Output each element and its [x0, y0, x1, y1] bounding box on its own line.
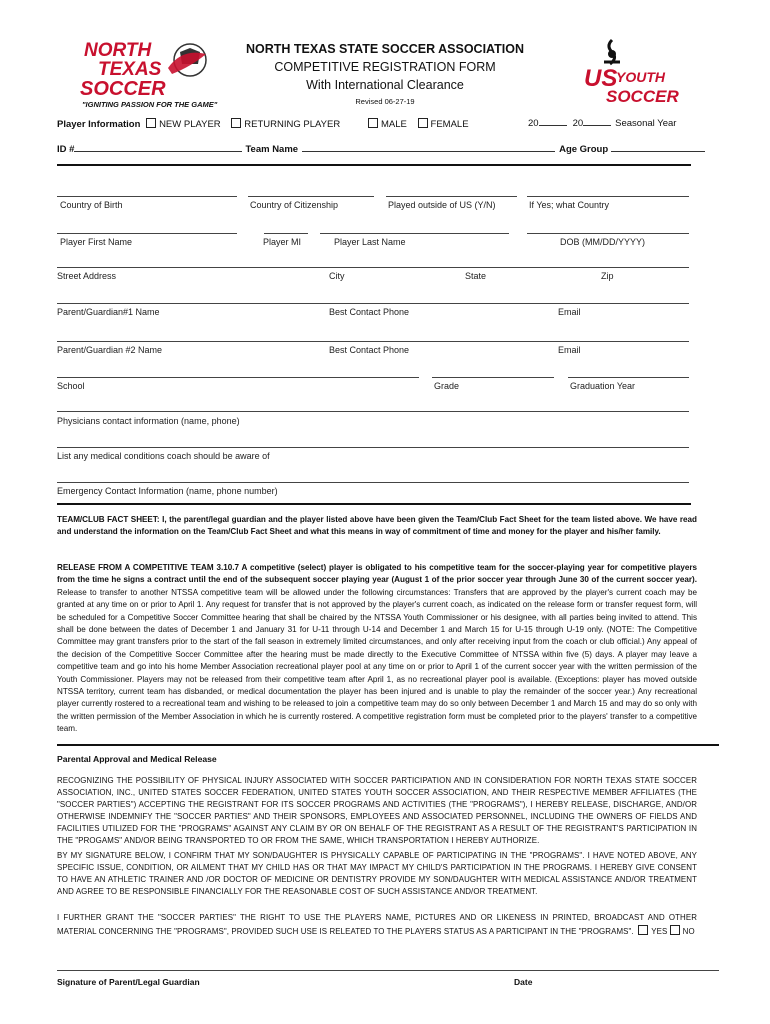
- svg-text:SOCCER: SOCCER: [606, 87, 679, 106]
- grade-field[interactable]: [432, 377, 554, 378]
- parent1-name-label: Parent/Guardian#1 Name: [57, 307, 160, 317]
- played-outside-field[interactable]: [386, 196, 517, 197]
- player-last-name-field[interactable]: [320, 233, 509, 234]
- player-information-row: [57, 118, 340, 130]
- what-country-field[interactable]: [527, 196, 689, 197]
- school-label: School: [57, 381, 85, 391]
- dob-label: DOB (MM/DD/YYYY): [560, 237, 646, 247]
- checkbox-icon: [670, 925, 680, 935]
- year-prefix-1: 20: [528, 118, 539, 129]
- year-field-1[interactable]: [539, 125, 567, 126]
- city-label: City: [329, 271, 345, 281]
- form-subtitle: COMPETITIVE REGISTRATION FORM: [274, 60, 496, 74]
- parent1-email-label: Email: [558, 307, 581, 317]
- age-group-field[interactable]: [611, 151, 705, 152]
- played-outside-label: Played outside of US (Y/N): [388, 200, 496, 210]
- medical-conditions-label: List any medical conditions coach should be aware of: [57, 451, 270, 461]
- graduation-year-label: Graduation Year: [570, 381, 636, 391]
- likeness-text: I FURTHER GRANT THE "SOCCER PARTIES" THE RIGHT TO USE THE PLAYERS NAME, PICTURES AND OR LIKENESS IN PRINTED, BROADCAST AND OTHER MATERIAL CONCERNING THE "PROGRAMS", PROVIDED SUCH USE IS RELEATED TO THE PLAYERS STATUS AS A PARTICIPANT IN THE "PROGRAMS".: [57, 913, 697, 936]
- parent-signature-label: Signature of Parent/Legal Guardian: [57, 977, 200, 987]
- player-mi-field[interactable]: [264, 233, 308, 234]
- release-paragraph: [57, 562, 697, 736]
- likeness-yes-checkbox[interactable]: [638, 927, 667, 936]
- street-address-label: Street Address: [57, 271, 117, 281]
- svg-text:YOUTH: YOUTH: [616, 69, 665, 85]
- medical-conditions-field[interactable]: [57, 447, 689, 448]
- parental-release-paragraph: RECOGNIZING THE POSSIBILITY OF PHYSICAL INJURY ASSOCIATED WITH SOCCER PARTICIPATION AND IN CONSIDERATION FOR NORTH TEXAS STATE SOCCER ASSOCIATION, INC., UNITED STATES SOCCER FEDERATION, UNITED STATES YOUTH SOCCER ASSOCIATION, AND THEIR RESPECTIVE MEMBER AFFILIATES (THE "SOCCER PARTIES") ACCEPTING THE REGISTRANT FOR ITS SOCCER PROGRAMS AND ACTIVITIES (THE "PROGRAMS"), I HEREBY RELEASE, DISCHARGE, AND/OR OTHERWISE INDEMNIFY THE "SOCCER PARTIES" AND THEIR SPONSORS, EMPLOYEES AND ASSOCIATED PERSONNEL, INCLUDING THE OWNERS OF FIELDS AND FACILITIES UTILIZED FOR THE "PROGRAMS" AGAINST ANY CLAIM BY OR ON BEHALF OF THE REGISTRANT AS A RESULT OF THE REGISTRANT'S PARTICIPATION IN THE "PROGAMS" AND/OR BEING TRANSPORTED TO OR FROM THE SAME, WHICH TRANSPORTATION I HEREBY AUTHORIZE.: [57, 776, 697, 846]
- player-first-name-label: Player First Name: [60, 237, 133, 247]
- medical-consent-paragraph: BY MY SIGNATURE BELOW, I CONFIRM THAT MY SON/DAUGHTER IS PHYSICALLY CAPABLE OF PARTICIPATING IN THE "PROGRAMS". I HAVE NOTED ABOVE, ANY SPECIFIC ISSUE, CONDITION, OR AILMENT THAT MY CHILD HAS OR THAT MAY IMPACT MY CHILD'S PARTICIPATION IN THE PROGRAMS. I HEREBY GIVE CONSENT TO HAVE AN ATHLETIC TRAINER AND /OR DOCTOR OF MEDICINE OR DENTISTRY PROVIDE MY SON/DAUGHTER WITH MEDICAL ASSISTANCE AND/OR TREATMENT AND AGREE TO BE RESPONSIBLE FINANCIALLY FOR THE REASONABLE COST OF SUCH ASSISTANCE AND/OR TREATMENT.: [57, 851, 697, 897]
- parental-approval-heading: Parental Approval and Medical Release: [57, 754, 217, 764]
- svg-text:US: US: [584, 65, 618, 92]
- what-country-label: If Yes; what Country: [529, 200, 610, 210]
- section-divider: [57, 503, 691, 505]
- date-label: Date: [514, 977, 533, 987]
- seasonal-year-row: [528, 118, 676, 129]
- svg-text:NORTH: NORTH: [84, 40, 152, 61]
- release-heading: RELEASE FROM A COMPETITIVE TEAM 3.10.7 A competitive (select) player is obligated to his competitive team for the soccer-playing year for competitive players from the time he signs a contract until the end of the subsequent soccer playing year (August 1 of the prior soccer year through June 30 of the current soccer year).: [57, 563, 697, 585]
- new-player-label: NEW PLAYER: [159, 119, 221, 130]
- parent1-phone-label: Best Contact Phone: [329, 307, 410, 317]
- us-youth-soccer-logo: [582, 36, 679, 114]
- returning-player-checkbox[interactable]: [231, 119, 340, 130]
- player-last-name-label: Player Last Name: [334, 237, 406, 247]
- likeness-no-checkbox[interactable]: [670, 927, 695, 936]
- address-field[interactable]: [57, 267, 689, 268]
- graduation-year-field[interactable]: [568, 377, 689, 378]
- release-body: Release to transfer to another NTSSA competitive team will be allowed under the following circumstances: Transfers that are approved by the player's current coach may be granted at any time on or prior to April 1. Any request for transfer that is not approved by the player's current coach, as indicated on the release form or transfer request form, will be scheduled for a Competitive Soccer Committee hearing that shall be chaired by the NTSSA Youth Commissioner or his designee, with all parties being invited to attend. This shall be done between the dates of December 1 and January 31 for U-11 through U-14 and December 1 and March 15 for U-15 through U-19 only. (NOTE: The Competitive Committee may grant transfers prior to the start of the fall season in extremely limited circumstances, and only after receiving input from the coach or club official.) Any appeal of the decision of the Competitive Soccer Committee after the hearing must be made directly to the Executive Committee of NTSSA within five (5) days. A player may leave a competitive team and go into his home Member Association recreational player pool at any time on or prior to April 1 of the current soccer year with the written permission of the Youth Commissioner. Players may not be released from their competitive team after April 1, as no recreational player pool is available. (Exceptions: player has moved outside NTSSA territory, current team has disbanded, or medical documentation the player has been injured and is unable to play the remainder of the soccer year.) Any recreational player currently rostered to a recreational team and wishing to be released to join a competitive team may do so only between December 1 and March 15 and may do so only with the written permission of the Member Association in which he is currently rostered. A competitive registration form must be completed prior to the players' transfer to a competitive team.: [57, 587, 697, 734]
- svg-text:SOCCER: SOCCER: [80, 78, 166, 100]
- id-field[interactable]: [74, 151, 242, 152]
- physicians-label: Physicians contact information (name, phone): [57, 416, 240, 426]
- country-of-citizenship-label: Country of Citizenship: [250, 200, 339, 210]
- emergency-contact-label: Emergency Contact Information (name, phone number): [57, 486, 278, 496]
- gender-row: [368, 118, 469, 130]
- grade-label: Grade: [434, 381, 460, 391]
- parent2-email-label: Email: [558, 345, 581, 355]
- checkbox-icon: [638, 925, 648, 935]
- id-team-age-row: [57, 144, 705, 155]
- parent1-field[interactable]: [57, 303, 689, 304]
- likeness-paragraph: [57, 912, 697, 938]
- no-label: NO: [682, 926, 695, 936]
- female-checkbox[interactable]: [418, 119, 469, 130]
- parent2-phone-label: Best Contact Phone: [329, 345, 410, 355]
- male-checkbox[interactable]: [368, 119, 407, 130]
- revised-date: Revised 06-27-19: [355, 97, 415, 106]
- checkbox-icon: [146, 118, 156, 128]
- state-label: State: [465, 271, 487, 281]
- dob-field[interactable]: [527, 233, 689, 234]
- yes-label: YES: [651, 926, 668, 936]
- emergency-contact-field[interactable]: [57, 482, 689, 483]
- year-field-2[interactable]: [583, 125, 611, 126]
- physicians-field[interactable]: [57, 411, 689, 412]
- zip-label: Zip: [601, 271, 614, 281]
- checkbox-icon: [418, 118, 428, 128]
- section-divider: [57, 744, 719, 746]
- checkbox-icon: [231, 118, 241, 128]
- country-of-birth-label: Country of Birth: [60, 200, 123, 210]
- new-player-checkbox[interactable]: [146, 119, 221, 130]
- female-label: FEMALE: [430, 119, 469, 130]
- seasonal-year-label: Seasonal Year: [615, 118, 677, 129]
- school-field[interactable]: [57, 377, 419, 378]
- fact-sheet-text: TEAM/CLUB FACT SHEET: I, the parent/legal guardian and the player listed above have been given the Team/Club Fact Sheet for the team listed above. We have read and understand the information on the Team/Club Fact Sheet and what this means in way of commitment of time and money for the player and his/her family.: [57, 515, 697, 536]
- svg-text:"IGNITING PASSION FOR THE GAME: "IGNITING PASSION FOR THE GAME": [82, 100, 218, 109]
- male-label: MALE: [381, 119, 407, 130]
- country-of-birth-field[interactable]: [57, 196, 237, 197]
- form-subtitle-clearance: With International Clearance: [306, 78, 464, 92]
- parent2-field[interactable]: [57, 341, 689, 342]
- age-group-label: Age Group: [559, 144, 609, 155]
- country-of-citizenship-field[interactable]: [248, 196, 374, 197]
- id-label: ID #: [57, 144, 75, 155]
- section-divider: [57, 164, 691, 166]
- team-name-field[interactable]: [302, 151, 555, 152]
- signature-line[interactable]: [57, 970, 719, 971]
- form-org-title: NORTH TEXAS STATE SOCCER ASSOCIATION: [245, 42, 525, 56]
- checkbox-icon: [368, 118, 378, 128]
- svg-text:TEXAS: TEXAS: [98, 59, 162, 80]
- player-first-name-field[interactable]: [57, 233, 237, 234]
- player-information-label: Player Information: [57, 119, 141, 130]
- returning-player-label: RETURNING PLAYER: [244, 119, 341, 130]
- player-mi-label: Player MI: [263, 237, 302, 247]
- team-name-label: Team Name: [245, 144, 299, 155]
- parent2-name-label: Parent/Guardian #2 Name: [57, 345, 163, 355]
- year-prefix-2: 20: [572, 118, 584, 129]
